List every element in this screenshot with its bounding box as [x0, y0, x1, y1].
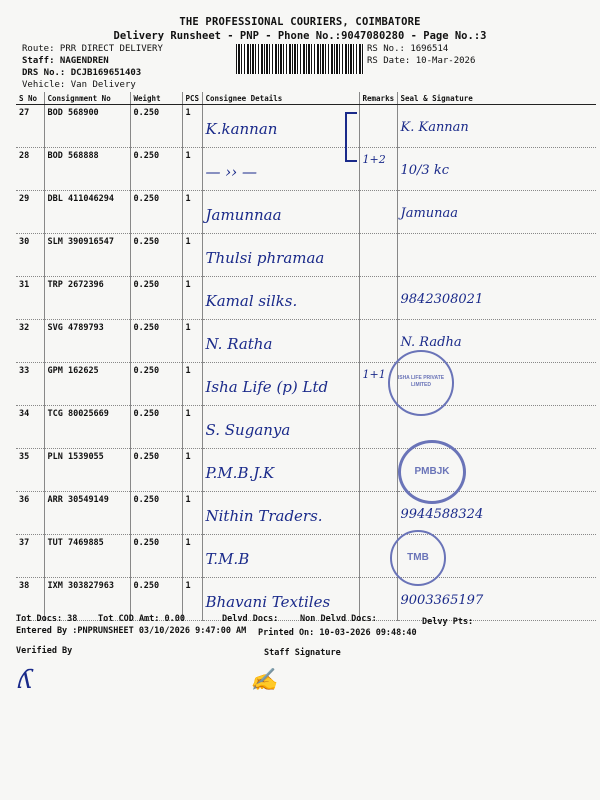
cell-consignment: ARR 30549149: [44, 492, 130, 535]
staff-signature-label: Staff Signature: [264, 648, 341, 658]
meta-left: [22, 43, 163, 91]
cell-signature: [397, 105, 596, 148]
cell-consignee-text: Isha Life (p) Ltd: [205, 378, 329, 396]
cell-sno: 37: [16, 535, 44, 578]
tot-cod: Tot COD Amt: 0.00: [98, 614, 185, 624]
cell-consignee: [202, 406, 359, 449]
col-sno: S No: [16, 92, 44, 105]
meta-right: [367, 43, 475, 67]
cell-sno: 28: [16, 148, 44, 191]
cell-pcs: 1: [182, 492, 202, 535]
col-pcs: PCS: [182, 92, 202, 105]
cell-signature-text: 9003365197: [400, 593, 484, 608]
cell-pcs: 1: [182, 578, 202, 621]
table-row: [16, 191, 596, 234]
cell-sno: 30: [16, 234, 44, 277]
barcode: [236, 44, 364, 74]
cell-consignee: [202, 535, 359, 578]
cell-consignee-text: Nithin Traders.: [205, 507, 323, 525]
cell-sno: 31: [16, 277, 44, 320]
col-consignee: Consignee Details: [202, 92, 359, 105]
cell-consignment: DBL 411046294: [44, 191, 130, 234]
cell-weight: 0.250: [130, 277, 182, 320]
cell-pcs: 1: [182, 449, 202, 492]
cell-pcs: 1: [182, 535, 202, 578]
cell-sno: 33: [16, 363, 44, 406]
col-consignment: Consignment No: [44, 92, 130, 105]
cell-remarks: [359, 191, 397, 234]
cell-consignee-text: Kamal silks.: [205, 292, 298, 310]
cell-weight: 0.250: [130, 449, 182, 492]
cell-consignment: GPM 162625: [44, 363, 130, 406]
cell-signature: [397, 191, 596, 234]
cell-consignee-text: Bhavani Textiles: [205, 593, 331, 611]
cell-remarks-text: 1+1: [362, 368, 386, 381]
cell-consignee-text: K.kannan: [205, 120, 278, 138]
cell-sno: 38: [16, 578, 44, 621]
cell-remarks: [359, 320, 397, 363]
col-remarks: Remarks: [359, 92, 397, 105]
rs-date-text: RS Date: 10-Mar-2026: [367, 56, 476, 66]
cell-pcs: 1: [182, 105, 202, 148]
cell-consignee-text: P.M.B.J.K: [205, 464, 275, 482]
cell-pcs: 1: [182, 363, 202, 406]
cell-pcs: 1: [182, 191, 202, 234]
cell-weight: 0.250: [130, 535, 182, 578]
cell-remarks: [359, 105, 397, 148]
cell-consignee-text: Thulsi phramaa: [205, 249, 325, 267]
cell-signature-text: 10/3 kc: [400, 163, 449, 178]
cell-consignee-text: N. Ratha: [205, 335, 273, 353]
cell-remarks: [359, 492, 397, 535]
table-row: [16, 105, 596, 148]
tot-docs: Tot Docs: 38: [16, 614, 78, 624]
col-weight: Weight: [130, 92, 182, 105]
cell-consignment: TRP 2672396: [44, 277, 130, 320]
table-header-row: [16, 92, 596, 105]
verifier-signature-mark: ʎ: [18, 665, 33, 695]
cell-signature-text: N. Radha: [400, 335, 462, 350]
tmb-stamp: TMB: [390, 530, 446, 586]
cell-consignment: SLM 390916547: [44, 234, 130, 277]
cell-consignee-text: S. Suganya: [205, 421, 291, 439]
cell-consignee: [202, 148, 359, 191]
cell-consignee: [202, 320, 359, 363]
cell-remarks: [359, 148, 397, 191]
cell-pcs: 1: [182, 148, 202, 191]
table-row: [16, 148, 596, 191]
rs-no-text: RS No.: 1696514: [367, 44, 449, 54]
cell-consignee: [202, 449, 359, 492]
table-row: [16, 492, 596, 535]
cell-sno: 35: [16, 449, 44, 492]
staff-signature-mark: ✍: [250, 668, 278, 693]
cell-weight: 0.250: [130, 578, 182, 621]
entered-by: Entered By :PNPRUNSHEET 03/10/2026 9:47:00 AM: [16, 626, 247, 636]
isha-life-stamp: ISHA LIFE PRIVATE LIMITED: [388, 350, 454, 416]
cell-consignee: [202, 492, 359, 535]
verified-by-label: Verified By: [16, 646, 73, 656]
cell-weight: 0.250: [130, 320, 182, 363]
cell-consignment: IXM 303827963: [44, 578, 130, 621]
cell-signature-text: Jamunaa: [400, 206, 459, 221]
table-row: [16, 320, 596, 363]
ditto-bracket: [345, 112, 357, 162]
cell-consignment: PLN 1539055: [44, 449, 130, 492]
cell-pcs: 1: [182, 320, 202, 363]
col-seal-signature: Seal & Signature: [397, 92, 596, 105]
cell-sno: 34: [16, 406, 44, 449]
delvy-pts: Delvy Pts:: [422, 617, 474, 627]
cell-consignee: [202, 191, 359, 234]
cell-signature: [397, 277, 596, 320]
drs-text: DRS No.: DCJB169651403: [22, 68, 142, 78]
cell-consignment: BOD 568900: [44, 105, 130, 148]
delivery-table: [16, 92, 596, 621]
cell-pcs: 1: [182, 277, 202, 320]
cell-weight: 0.250: [130, 492, 182, 535]
cell-sno: 32: [16, 320, 44, 363]
cell-signature-text: 9944588324: [400, 507, 484, 522]
table-row: [16, 234, 596, 277]
non-delvd-docs: Non Delvd Docs:: [300, 614, 377, 624]
cell-remarks: [359, 277, 397, 320]
cell-consignment: SVG 4789793: [44, 320, 130, 363]
cell-weight: 0.250: [130, 406, 182, 449]
pmbjk-stamp: PMBJK: [398, 440, 466, 504]
cell-consignee: [202, 363, 359, 406]
cell-pcs: 1: [182, 234, 202, 277]
cell-weight: 0.250: [130, 363, 182, 406]
cell-consignee: [202, 277, 359, 320]
table-row: [16, 535, 596, 578]
cell-remarks: [359, 449, 397, 492]
cell-sno: 36: [16, 492, 44, 535]
cell-signature-text: K. Kannan: [400, 120, 469, 135]
route-text: Route: PRR DIRECT DELIVERY: [22, 44, 163, 54]
cell-consignee-text: Jamunnaa: [205, 206, 282, 224]
vehicle-text: Vehicle: Van Delivery: [22, 80, 136, 90]
cell-sno: 27: [16, 105, 44, 148]
cell-pcs: 1: [182, 406, 202, 449]
cell-weight: 0.250: [130, 191, 182, 234]
cell-signature: [397, 234, 596, 277]
cell-consignee: [202, 234, 359, 277]
cell-weight: 0.250: [130, 105, 182, 148]
runsheet-subtitle: Delivery Runsheet - PNP - Phone No.:9047080280 - Page No.:3: [113, 30, 487, 42]
cell-consignee-text: — ›› —: [205, 163, 258, 181]
cell-consignment: BOD 568888: [44, 148, 130, 191]
company-title: THE PROFESSIONAL COURIERS, COIMBATORE: [179, 16, 421, 28]
cell-weight: 0.250: [130, 148, 182, 191]
table-row: [16, 363, 596, 406]
printed-on: Printed On: 10-03-2026 09:48:40: [258, 628, 417, 638]
table-row: [16, 277, 596, 320]
cell-consignee-text: T.M.B: [205, 550, 250, 568]
cell-signature-text: 9842308021: [400, 292, 484, 307]
cell-sno: 29: [16, 191, 44, 234]
staff-text: Staff: NAGENDREN: [22, 56, 109, 66]
cell-remarks: [359, 234, 397, 277]
cell-remarks: [359, 406, 397, 449]
cell-consignment: TCG 80025669: [44, 406, 130, 449]
cell-consignee: [202, 105, 359, 148]
table-row: [16, 406, 596, 449]
cell-remarks-text: 1+2: [362, 153, 386, 166]
cell-consignment: TUT 7469885: [44, 535, 130, 578]
table-row: [16, 449, 596, 492]
cell-weight: 0.250: [130, 234, 182, 277]
cell-signature: [397, 148, 596, 191]
delvd-docs: Delvd Docs:: [222, 614, 279, 624]
